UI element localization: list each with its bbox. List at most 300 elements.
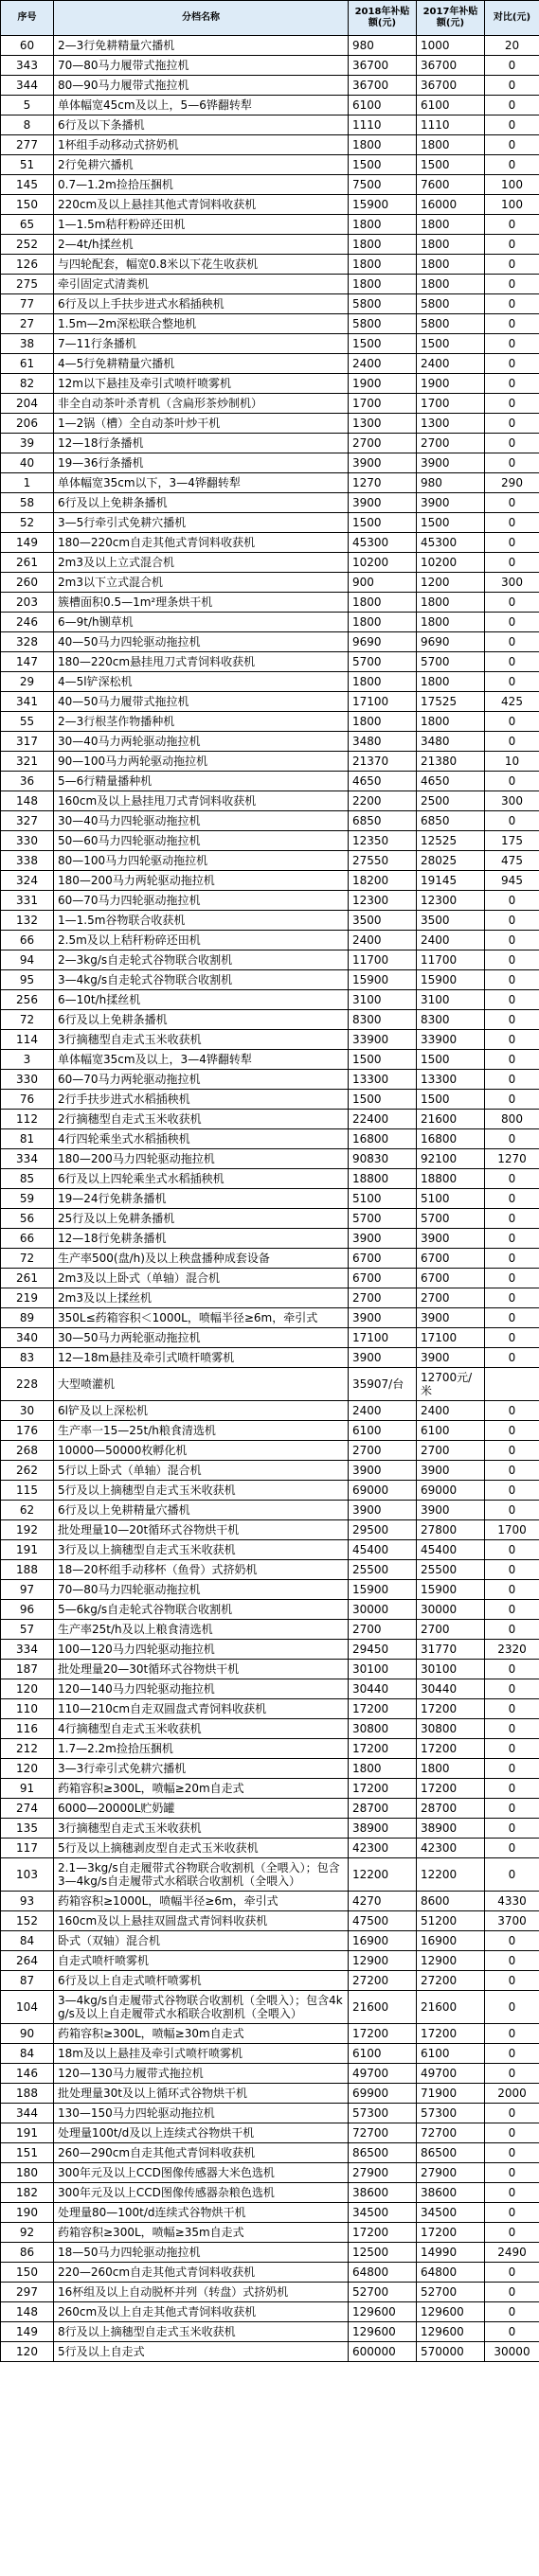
cell-category-name: 19—36行条播机 bbox=[54, 453, 349, 473]
cell-serial: 110 bbox=[1, 1699, 54, 1719]
cell-difference: 0 bbox=[485, 2064, 539, 2084]
cell-difference: 0 bbox=[485, 1779, 539, 1799]
table-row bbox=[1, 1580, 539, 1600]
cell-subsidy-2017: 17100 bbox=[417, 1328, 485, 1348]
cell-subsidy-2018: 12200 bbox=[349, 1858, 417, 1892]
cell-serial: 93 bbox=[1, 1892, 54, 1911]
cell-category-name: 5行及以上摘穗剥皮型自走式玉米收获机 bbox=[54, 1839, 349, 1858]
table-row bbox=[1, 712, 539, 732]
cell-subsidy-2017: 1500 bbox=[417, 1050, 485, 1070]
cell-subsidy-2018: 69900 bbox=[349, 2084, 417, 2104]
cell-subsidy-2018: 1800 bbox=[349, 1759, 417, 1779]
cell-category-name: 30—40马力两轮驱动拖拉机 bbox=[54, 732, 349, 752]
table-row bbox=[1, 772, 539, 791]
cell-subsidy-2018: 38600 bbox=[349, 2183, 417, 2203]
cell-category-name: 220—260cm自走其他式青饲料收获机 bbox=[54, 2263, 349, 2283]
cell-subsidy-2017: 1110 bbox=[417, 115, 485, 135]
cell-difference: 0 bbox=[485, 1288, 539, 1308]
cell-serial: 81 bbox=[1, 1129, 54, 1149]
table-row bbox=[1, 215, 539, 235]
cell-subsidy-2018: 1270 bbox=[349, 473, 417, 493]
cell-difference: 175 bbox=[485, 831, 539, 851]
cell-serial: 152 bbox=[1, 1911, 54, 1931]
cell-subsidy-2017: 17200 bbox=[417, 2223, 485, 2243]
cell-subsidy-2017: 129600 bbox=[417, 2302, 485, 2322]
table-row bbox=[1, 1600, 539, 1620]
cell-subsidy-2017: 3900 bbox=[417, 493, 485, 513]
cell-difference: 2000 bbox=[485, 2084, 539, 2104]
cell-serial: 317 bbox=[1, 732, 54, 752]
cell-difference: 1270 bbox=[485, 1149, 539, 1169]
cell-serial: 116 bbox=[1, 1719, 54, 1739]
cell-difference: 0 bbox=[485, 1991, 539, 2024]
table-row bbox=[1, 195, 539, 215]
cell-subsidy-2018: 27550 bbox=[349, 851, 417, 871]
cell-serial: 96 bbox=[1, 1600, 54, 1620]
cell-serial: 103 bbox=[1, 1858, 54, 1892]
table-row bbox=[1, 2283, 539, 2302]
cell-difference: 2320 bbox=[485, 1640, 539, 1660]
table-row bbox=[1, 374, 539, 394]
table-row bbox=[1, 354, 539, 374]
cell-category-name: 180—220cm悬挂甩刀式青饲料收获机 bbox=[54, 652, 349, 672]
cell-serial: 190 bbox=[1, 2203, 54, 2223]
table-row bbox=[1, 96, 539, 115]
table-row bbox=[1, 2322, 539, 2342]
cell-difference: 0 bbox=[485, 1931, 539, 1951]
cell-subsidy-2018: 36700 bbox=[349, 56, 417, 76]
cell-subsidy-2018: 6100 bbox=[349, 2044, 417, 2064]
cell-difference: 290 bbox=[485, 473, 539, 493]
cell-category-name: 2m3及以上立式混合机 bbox=[54, 553, 349, 573]
cell-serial: 120 bbox=[1, 1679, 54, 1699]
cell-subsidy-2017: 1700 bbox=[417, 394, 485, 414]
table-row bbox=[1, 235, 539, 255]
cell-category-name: 70—80马力四轮驱动拖拉机 bbox=[54, 1580, 349, 1600]
cell-subsidy-2017: 1800 bbox=[417, 712, 485, 732]
cell-difference: 0 bbox=[485, 1249, 539, 1269]
cell-subsidy-2017: 49700 bbox=[417, 2064, 485, 2084]
cell-difference: 0 bbox=[485, 513, 539, 533]
cell-subsidy-2018: 30100 bbox=[349, 1660, 417, 1679]
table-row bbox=[1, 2203, 539, 2223]
table-row bbox=[1, 1951, 539, 1971]
table-row bbox=[1, 1010, 539, 1030]
cell-serial: 114 bbox=[1, 1030, 54, 1050]
cell-serial: 66 bbox=[1, 1229, 54, 1249]
cell-serial: 72 bbox=[1, 1249, 54, 1269]
cell-category-name: 18—50马力四轮驱动拖拉机 bbox=[54, 2243, 349, 2263]
cell-category-name: 1.7—2.2m捡拾压捆机 bbox=[54, 1739, 349, 1759]
cell-difference: 0 bbox=[485, 1679, 539, 1699]
cell-subsidy-2017: 12700元/米 bbox=[417, 1368, 485, 1401]
cell-subsidy-2018: 28700 bbox=[349, 1799, 417, 1819]
cell-category-name: 药箱容积≥300L，喷幅≥35m自走式 bbox=[54, 2223, 349, 2243]
cell-difference: 0 bbox=[485, 712, 539, 732]
cell-difference: 0 bbox=[485, 1348, 539, 1368]
cell-category-name: 25行及以上免耕条播机 bbox=[54, 1209, 349, 1229]
table-row bbox=[1, 2223, 539, 2243]
cell-difference: 0 bbox=[485, 76, 539, 96]
cell-subsidy-2017: 1900 bbox=[417, 374, 485, 394]
table-row bbox=[1, 334, 539, 354]
table-row bbox=[1, 1401, 539, 1421]
cell-serial: 60 bbox=[1, 36, 54, 56]
table-row bbox=[1, 632, 539, 652]
cell-subsidy-2018: 3900 bbox=[349, 453, 417, 473]
cell-difference: 0 bbox=[485, 1620, 539, 1640]
cell-serial: 94 bbox=[1, 950, 54, 970]
cell-serial: 91 bbox=[1, 1779, 54, 1799]
cell-difference: 945 bbox=[485, 871, 539, 891]
cell-subsidy-2018: 3900 bbox=[349, 1348, 417, 1368]
cell-serial: 65 bbox=[1, 215, 54, 235]
cell-subsidy-2017: 1800 bbox=[417, 135, 485, 155]
cell-subsidy-2018: 129600 bbox=[349, 2322, 417, 2342]
cell-serial: 135 bbox=[1, 1819, 54, 1839]
cell-difference: 0 bbox=[485, 891, 539, 911]
cell-serial: 212 bbox=[1, 1739, 54, 1759]
cell-subsidy-2017: 12300 bbox=[417, 891, 485, 911]
cell-subsidy-2017: 1500 bbox=[417, 155, 485, 175]
cell-subsidy-2018: 17100 bbox=[349, 692, 417, 712]
cell-difference: 0 bbox=[485, 255, 539, 275]
cell-serial: 321 bbox=[1, 752, 54, 772]
cell-serial: 148 bbox=[1, 2302, 54, 2322]
cell-subsidy-2017: 3900 bbox=[417, 1348, 485, 1368]
cell-difference: 0 bbox=[485, 1951, 539, 1971]
cell-category-name: 2—4t/h揉丝机 bbox=[54, 235, 349, 255]
cell-subsidy-2018: 38900 bbox=[349, 1819, 417, 1839]
cell-subsidy-2017: 28700 bbox=[417, 1799, 485, 1819]
cell-subsidy-2017: 38600 bbox=[417, 2183, 485, 2203]
cell-difference: 0 bbox=[485, 950, 539, 970]
cell-subsidy-2018: 27200 bbox=[349, 1971, 417, 1991]
cell-category-name: 药箱容积≥300L，喷幅≥20m自走式 bbox=[54, 1779, 349, 1799]
cell-subsidy-2017: 3100 bbox=[417, 990, 485, 1010]
cell-subsidy-2017: 27200 bbox=[417, 1971, 485, 1991]
table-row bbox=[1, 2263, 539, 2283]
cell-category-name: 120—130马力履带式拖拉机 bbox=[54, 2064, 349, 2084]
cell-subsidy-2017: 15900 bbox=[417, 970, 485, 990]
cell-subsidy-2017: 3900 bbox=[417, 1229, 485, 1249]
cell-category-name: 2—3行免耕精量穴播机 bbox=[54, 36, 349, 56]
cell-difference: 0 bbox=[485, 1660, 539, 1679]
cell-category-name: 120—140马力四轮驱动拖拉机 bbox=[54, 1679, 349, 1699]
cell-difference: 0 bbox=[485, 1169, 539, 1189]
table-row bbox=[1, 2024, 539, 2044]
cell-subsidy-2018: 52700 bbox=[349, 2283, 417, 2302]
cell-serial: 176 bbox=[1, 1421, 54, 1441]
table-row bbox=[1, 1620, 539, 1640]
cell-serial: 1 bbox=[1, 473, 54, 493]
cell-category-name: 6行及以上免耕精量穴播机 bbox=[54, 1501, 349, 1520]
header-subsidy-2017: 2017年补贴额(元) bbox=[417, 1, 485, 36]
cell-subsidy-2017: 7600 bbox=[417, 175, 485, 195]
cell-serial: 256 bbox=[1, 990, 54, 1010]
cell-subsidy-2018: 2700 bbox=[349, 1620, 417, 1640]
cell-subsidy-2018: 10200 bbox=[349, 553, 417, 573]
cell-category-name: 6行及以上自走式喷杆喷雾机 bbox=[54, 1971, 349, 1991]
cell-subsidy-2018: 5800 bbox=[349, 314, 417, 334]
cell-category-name: 6行及以上免耕条播机 bbox=[54, 493, 349, 513]
cell-difference bbox=[485, 1368, 539, 1401]
cell-difference: 425 bbox=[485, 692, 539, 712]
table-row bbox=[1, 1129, 539, 1149]
cell-category-name: 80—90马力履带式拖拉机 bbox=[54, 76, 349, 96]
table-row bbox=[1, 414, 539, 434]
cell-serial: 334 bbox=[1, 1640, 54, 1660]
cell-serial: 126 bbox=[1, 255, 54, 275]
cell-category-name: 3行及以上摘穗型自走式玉米收获机 bbox=[54, 1540, 349, 1560]
cell-difference: 0 bbox=[485, 115, 539, 135]
cell-serial: 187 bbox=[1, 1660, 54, 1679]
cell-serial: 38 bbox=[1, 334, 54, 354]
cell-subsidy-2018: 34500 bbox=[349, 2203, 417, 2223]
table-row bbox=[1, 1070, 539, 1090]
table-row bbox=[1, 1858, 539, 1892]
cell-category-name: 2—3行根茎作物播种机 bbox=[54, 712, 349, 732]
table-row bbox=[1, 1269, 539, 1288]
cell-subsidy-2017: 17200 bbox=[417, 1779, 485, 1799]
cell-subsidy-2017: 13300 bbox=[417, 1070, 485, 1090]
cell-serial: 89 bbox=[1, 1308, 54, 1328]
table-row bbox=[1, 1759, 539, 1779]
table-row bbox=[1, 2104, 539, 2123]
cell-serial: 149 bbox=[1, 2322, 54, 2342]
cell-serial: 146 bbox=[1, 2064, 54, 2084]
cell-subsidy-2018: 15900 bbox=[349, 195, 417, 215]
cell-category-name: 6l铲及以上深松机 bbox=[54, 1401, 349, 1421]
cell-serial: 344 bbox=[1, 76, 54, 96]
table-row bbox=[1, 1971, 539, 1991]
cell-subsidy-2018: 36700 bbox=[349, 76, 417, 96]
cell-subsidy-2017: 1800 bbox=[417, 593, 485, 613]
header-serial: 序号 bbox=[1, 1, 54, 36]
cell-serial: 77 bbox=[1, 294, 54, 314]
cell-difference: 0 bbox=[485, 553, 539, 573]
cell-serial: 151 bbox=[1, 2143, 54, 2163]
cell-category-name: 6行及以上四轮乘坐式水稻插秧机 bbox=[54, 1169, 349, 1189]
cell-subsidy-2017: 3900 bbox=[417, 1501, 485, 1520]
cell-category-name: 2m3及以上卧式（单轴）混合机 bbox=[54, 1269, 349, 1288]
cell-category-name: 60—70马力两轮驱动拖拉机 bbox=[54, 1070, 349, 1090]
cell-subsidy-2018: 12900 bbox=[349, 1951, 417, 1971]
cell-category-name: 70—80马力履带式拖拉机 bbox=[54, 56, 349, 76]
cell-subsidy-2018: 12350 bbox=[349, 831, 417, 851]
cell-difference: 2490 bbox=[485, 2243, 539, 2263]
cell-subsidy-2017: 18800 bbox=[417, 1169, 485, 1189]
cell-category-name: 单体幅宽35cm及以上，3—4铧翻转犁 bbox=[54, 1050, 349, 1070]
table-row bbox=[1, 394, 539, 414]
cell-subsidy-2018: 1800 bbox=[349, 215, 417, 235]
cell-subsidy-2018: 3480 bbox=[349, 732, 417, 752]
cell-subsidy-2018: 2700 bbox=[349, 1288, 417, 1308]
cell-subsidy-2018: 1500 bbox=[349, 155, 417, 175]
cell-serial: 76 bbox=[1, 1090, 54, 1110]
cell-category-name: 生产率500(盘/h)及以上秧盘播种成套设备 bbox=[54, 1249, 349, 1269]
table-row bbox=[1, 453, 539, 473]
cell-serial: 147 bbox=[1, 652, 54, 672]
table-row bbox=[1, 1520, 539, 1540]
cell-subsidy-2017: 27800 bbox=[417, 1520, 485, 1540]
cell-category-name: 130—150马力四轮驱动拖拉机 bbox=[54, 2104, 349, 2123]
cell-category-name: 2行摘穗型自走式玉米收获机 bbox=[54, 1110, 349, 1129]
cell-subsidy-2017: 21380 bbox=[417, 752, 485, 772]
cell-subsidy-2018: 5800 bbox=[349, 294, 417, 314]
cell-difference: 100 bbox=[485, 175, 539, 195]
cell-subsidy-2017: 5800 bbox=[417, 314, 485, 334]
cell-category-name: 处理量100t/d及以上连续式谷物烘干机 bbox=[54, 2123, 349, 2143]
cell-serial: 246 bbox=[1, 613, 54, 632]
cell-serial: 343 bbox=[1, 56, 54, 76]
cell-subsidy-2017: 1800 bbox=[417, 672, 485, 692]
cell-difference: 0 bbox=[485, 1441, 539, 1461]
cell-serial: 36 bbox=[1, 772, 54, 791]
cell-subsidy-2017: 17525 bbox=[417, 692, 485, 712]
cell-subsidy-2017: 3900 bbox=[417, 453, 485, 473]
cell-subsidy-2018: 45400 bbox=[349, 1540, 417, 1560]
cell-subsidy-2017: 36700 bbox=[417, 76, 485, 96]
cell-category-name: 220cm及以上悬挂其他式青饲料收获机 bbox=[54, 195, 349, 215]
table-row bbox=[1, 1931, 539, 1951]
cell-subsidy-2018: 129600 bbox=[349, 2302, 417, 2322]
cell-difference: 0 bbox=[485, 1189, 539, 1209]
cell-subsidy-2018: 2400 bbox=[349, 931, 417, 950]
cell-subsidy-2018: 57300 bbox=[349, 2104, 417, 2123]
cell-serial: 132 bbox=[1, 911, 54, 931]
cell-subsidy-2017: 2500 bbox=[417, 791, 485, 811]
cell-subsidy-2017: 14990 bbox=[417, 2243, 485, 2263]
cell-category-name: 单体幅宽45cm及以上，5—6铧翻转犁 bbox=[54, 96, 349, 115]
cell-subsidy-2017: 25500 bbox=[417, 1560, 485, 1580]
cell-serial: 274 bbox=[1, 1799, 54, 1819]
cell-difference: 0 bbox=[485, 2163, 539, 2183]
cell-serial: 5 bbox=[1, 96, 54, 115]
cell-subsidy-2018: 49700 bbox=[349, 2064, 417, 2084]
cell-subsidy-2018: 1800 bbox=[349, 593, 417, 613]
table-row bbox=[1, 1739, 539, 1759]
cell-subsidy-2017: 3900 bbox=[417, 1461, 485, 1481]
cell-category-name: 1—1.5m谷物联合收获机 bbox=[54, 911, 349, 931]
cell-subsidy-2018: 30000 bbox=[349, 1600, 417, 1620]
table-row bbox=[1, 553, 539, 573]
cell-subsidy-2017: 17200 bbox=[417, 1739, 485, 1759]
table-row bbox=[1, 1189, 539, 1209]
cell-category-name: 50—60马力四轮驱动拖拉机 bbox=[54, 831, 349, 851]
table-row bbox=[1, 1308, 539, 1328]
cell-category-name: 12—18行条播机 bbox=[54, 434, 349, 453]
cell-subsidy-2018: 9690 bbox=[349, 632, 417, 652]
cell-category-name: 批处理量30t及以上循环式谷物烘干机 bbox=[54, 2084, 349, 2104]
cell-category-name: 16杯组及以上自动脱杯并列（转盘）式挤奶机 bbox=[54, 2283, 349, 2302]
cell-subsidy-2018: 1800 bbox=[349, 672, 417, 692]
cell-subsidy-2017: 16900 bbox=[417, 1931, 485, 1951]
cell-subsidy-2017: 30100 bbox=[417, 1660, 485, 1679]
cell-subsidy-2017: 11700 bbox=[417, 950, 485, 970]
cell-category-name: 2m3及以上揉丝机 bbox=[54, 1288, 349, 1308]
cell-difference: 0 bbox=[485, 2044, 539, 2064]
cell-difference: 0 bbox=[485, 732, 539, 752]
cell-category-name: 4行四轮乘坐式水稻插秧机 bbox=[54, 1129, 349, 1149]
cell-category-name: 6行及以上手扶步进式水稻插秧机 bbox=[54, 294, 349, 314]
cell-category-name: 100—120马力四轮驱动拖拉机 bbox=[54, 1640, 349, 1660]
cell-category-name: 3—4kg/s自走履带式谷物联合收割机（全喂入）；包含4kg/s及以上自走履带式水稻联合收割机（全喂入） bbox=[54, 1991, 349, 2024]
cell-subsidy-2017: 4650 bbox=[417, 772, 485, 791]
cell-category-name: 6行及以上免耕条播机 bbox=[54, 1010, 349, 1030]
cell-difference: 0 bbox=[485, 155, 539, 175]
cell-category-name: 1.5m—2m深松联合整地机 bbox=[54, 314, 349, 334]
cell-serial: 145 bbox=[1, 175, 54, 195]
cell-serial: 58 bbox=[1, 493, 54, 513]
cell-subsidy-2018: 29450 bbox=[349, 1640, 417, 1660]
cell-difference: 0 bbox=[485, 294, 539, 314]
cell-difference: 0 bbox=[485, 1858, 539, 1892]
cell-category-name: 30—50马力两轮驱动拖拉机 bbox=[54, 1328, 349, 1348]
cell-difference: 0 bbox=[485, 1090, 539, 1110]
table-row bbox=[1, 732, 539, 752]
cell-category-name: 1—1.5m秸秆粉碎还田机 bbox=[54, 215, 349, 235]
table-row bbox=[1, 1249, 539, 1269]
table-row bbox=[1, 1209, 539, 1229]
cell-difference: 0 bbox=[485, 1401, 539, 1421]
cell-serial: 61 bbox=[1, 354, 54, 374]
header-subsidy-2018: 2018年补贴额(元) bbox=[349, 1, 417, 36]
table-row bbox=[1, 573, 539, 593]
cell-difference: 0 bbox=[485, 1269, 539, 1288]
table-header-row bbox=[1, 1, 539, 36]
cell-category-name: 10000—50000枚孵化机 bbox=[54, 1441, 349, 1461]
cell-subsidy-2018: 1500 bbox=[349, 334, 417, 354]
cell-serial: 324 bbox=[1, 871, 54, 891]
table-row bbox=[1, 294, 539, 314]
cell-subsidy-2018: 13300 bbox=[349, 1070, 417, 1090]
cell-category-name: 5—6kg/s自走轮式谷物联合收割机 bbox=[54, 1600, 349, 1620]
cell-subsidy-2018: 27900 bbox=[349, 2163, 417, 2183]
table-row bbox=[1, 1991, 539, 2024]
cell-difference: 0 bbox=[485, 1481, 539, 1501]
cell-subsidy-2018: 21600 bbox=[349, 1991, 417, 2024]
cell-subsidy-2017: 34500 bbox=[417, 2203, 485, 2223]
cell-category-name: 18m及以上悬挂及牵引式喷杆喷雾机 bbox=[54, 2044, 349, 2064]
cell-category-name: 1杯组手动移动式挤奶机 bbox=[54, 135, 349, 155]
cell-subsidy-2018: 4650 bbox=[349, 772, 417, 791]
cell-subsidy-2018: 900 bbox=[349, 573, 417, 593]
cell-serial: 86 bbox=[1, 2243, 54, 2263]
cell-subsidy-2017: 5700 bbox=[417, 1209, 485, 1229]
cell-difference: 0 bbox=[485, 2302, 539, 2322]
cell-category-name: 40—50马力履带式拖拉机 bbox=[54, 692, 349, 712]
table-row bbox=[1, 56, 539, 76]
cell-serial: 59 bbox=[1, 1189, 54, 1209]
table-row bbox=[1, 2123, 539, 2143]
table-row bbox=[1, 1421, 539, 1441]
table-row bbox=[1, 1892, 539, 1911]
table-row bbox=[1, 593, 539, 613]
cell-subsidy-2017: 17200 bbox=[417, 1699, 485, 1719]
cell-serial: 261 bbox=[1, 1269, 54, 1288]
cell-serial: 188 bbox=[1, 1560, 54, 1580]
cell-subsidy-2017: 28025 bbox=[417, 851, 485, 871]
cell-difference: 20 bbox=[485, 36, 539, 56]
cell-serial: 120 bbox=[1, 2342, 54, 2362]
cell-subsidy-2018: 72700 bbox=[349, 2123, 417, 2143]
cell-category-name: 批处理量20—30t循环式谷物烘干机 bbox=[54, 1660, 349, 1679]
cell-serial: 82 bbox=[1, 374, 54, 394]
cell-difference: 0 bbox=[485, 1070, 539, 1090]
cell-serial: 206 bbox=[1, 414, 54, 434]
table-row bbox=[1, 950, 539, 970]
